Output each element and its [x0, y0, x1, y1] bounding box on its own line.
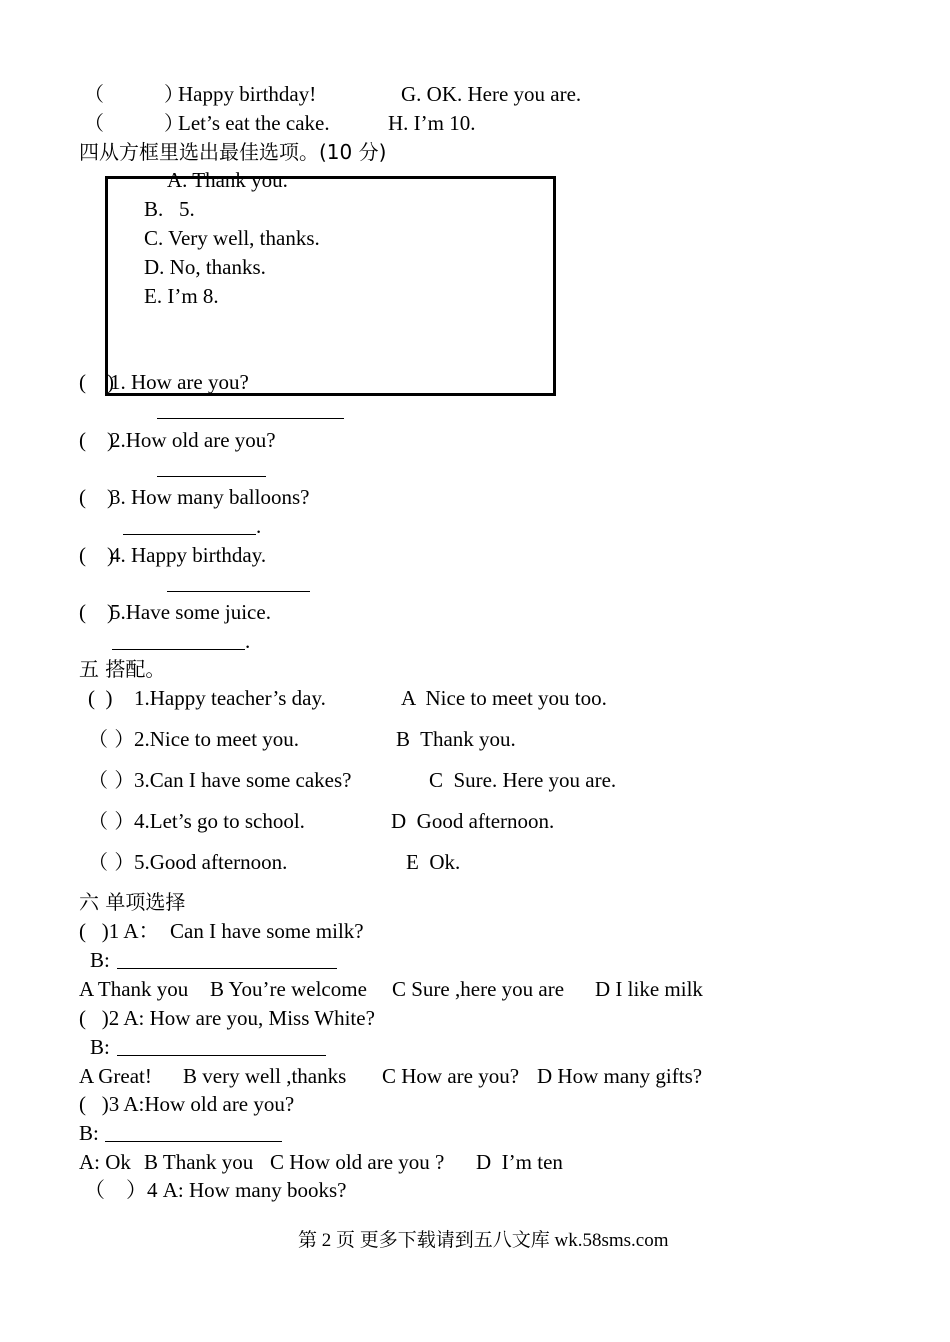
match-paren: （ ） [88, 727, 135, 751]
answer-blank[interactable] [117, 1055, 326, 1056]
match-paren: （ ） [88, 850, 135, 874]
mc1-b-label: B: [90, 948, 110, 972]
section4-heading: 四从方框里选出最佳选项。(10 分) [79, 140, 387, 164]
match-paren: ( ) [88, 686, 113, 710]
answer-blank[interactable] [117, 968, 337, 969]
match-answer-c: C Sure. Here you are. [429, 768, 617, 792]
q4-2-paren: ( ) [79, 428, 114, 452]
mc3-question: ( )3 A:How old are you? [79, 1092, 295, 1116]
section6-heading: 六 单项选择 [79, 890, 186, 914]
paren-q-h: （ ） [84, 111, 184, 135]
match-paren: （ ） [88, 768, 135, 792]
question-eat-cake: Let’s eat the cake. [178, 111, 330, 135]
mc2-choice-d: D How many gifts? [537, 1064, 703, 1088]
mc1-choice-c: C Sure ,here you are [392, 977, 565, 1001]
match-answer-d: D Good afternoon. [391, 809, 555, 833]
mc1-question: ( )1 A： Can I have some milk? [79, 919, 364, 943]
option-b: B. 5. [144, 197, 195, 221]
answer-blank[interactable] [123, 534, 256, 535]
paren-q-g: （ ） [84, 82, 184, 106]
option-d: D. No, thanks. [144, 255, 266, 279]
question-happy-birthday: Happy birthday! [178, 82, 317, 106]
q4-1-text: 1. How are you? [110, 370, 249, 394]
match-question-2: 2.Nice to meet you. [134, 727, 300, 751]
mc3-choice-d: D I’m ten [476, 1150, 563, 1174]
q4-5-text: 5.Have some juice. [110, 600, 271, 624]
mc3-choice-b: B Thank you [144, 1150, 254, 1174]
option-c: C. Very well, thanks. [144, 226, 320, 250]
blank-period: . [245, 629, 251, 653]
match-answer-b: B Thank you. [396, 727, 516, 751]
answer-blank[interactable] [105, 1141, 282, 1142]
mc2-b-label: B: [90, 1035, 110, 1059]
q4-2-text: 2.How old are you? [110, 428, 276, 452]
mc4-question: （ ）4 A: How many books? [84, 1178, 347, 1202]
answer-blank[interactable] [157, 418, 344, 419]
mc1-choice-d: D I like milk [595, 977, 703, 1001]
answer-blank[interactable] [157, 476, 266, 477]
q4-1-paren: ( ) [79, 370, 114, 394]
match-answer-a: A Nice to meet you too. [401, 686, 607, 710]
match-question-3: 3.Can I have some cakes? [134, 768, 352, 792]
answer-h: H. I’m 10. [388, 111, 476, 135]
q4-4-paren: ( ) [79, 543, 114, 567]
mc3-choice-c: C How old are you ? [270, 1150, 445, 1174]
mc1-choice-a: A Thank you [79, 977, 189, 1001]
q4-3-paren: ( ) [79, 485, 114, 509]
match-paren: （ ） [88, 809, 135, 833]
option-a: A. Thank you. [167, 168, 288, 192]
section5-heading: 五 搭配。 [79, 657, 166, 681]
mc3-b-label: B: [79, 1121, 99, 1145]
match-answer-e: E Ok. [406, 850, 461, 874]
mc2-choice-c: C How are you? [382, 1064, 520, 1088]
mc1-choice-b: B You’re welcome [210, 977, 367, 1001]
q4-4-text: 4. Happy birthday. [110, 543, 267, 567]
option-e: E. I’m 8. [144, 284, 219, 308]
answer-blank[interactable] [167, 591, 310, 592]
match-question-5: 5.Good afternoon. [134, 850, 288, 874]
answer-blank[interactable] [112, 649, 245, 650]
q4-3-text: 3. How many balloons? [110, 485, 310, 509]
match-question-4: 4.Let’s go to school. [134, 809, 305, 833]
match-question-1: 1.Happy teacher’s day. [134, 686, 326, 710]
blank-period: . [256, 514, 262, 538]
answer-g: G. OK. Here you are. [401, 82, 582, 106]
mc2-question: ( )2 A: How are you, Miss White? [79, 1006, 375, 1030]
mc2-choice-b: B very well ,thanks [183, 1064, 347, 1088]
mc3-choice-a: A: Ok [79, 1150, 131, 1174]
page-footer: 第 2 页 更多下载请到五八文库 wk.58sms.com [298, 1230, 669, 1251]
q4-5-paren: ( ) [79, 600, 114, 624]
mc2-choice-a: A Great! [79, 1064, 152, 1088]
